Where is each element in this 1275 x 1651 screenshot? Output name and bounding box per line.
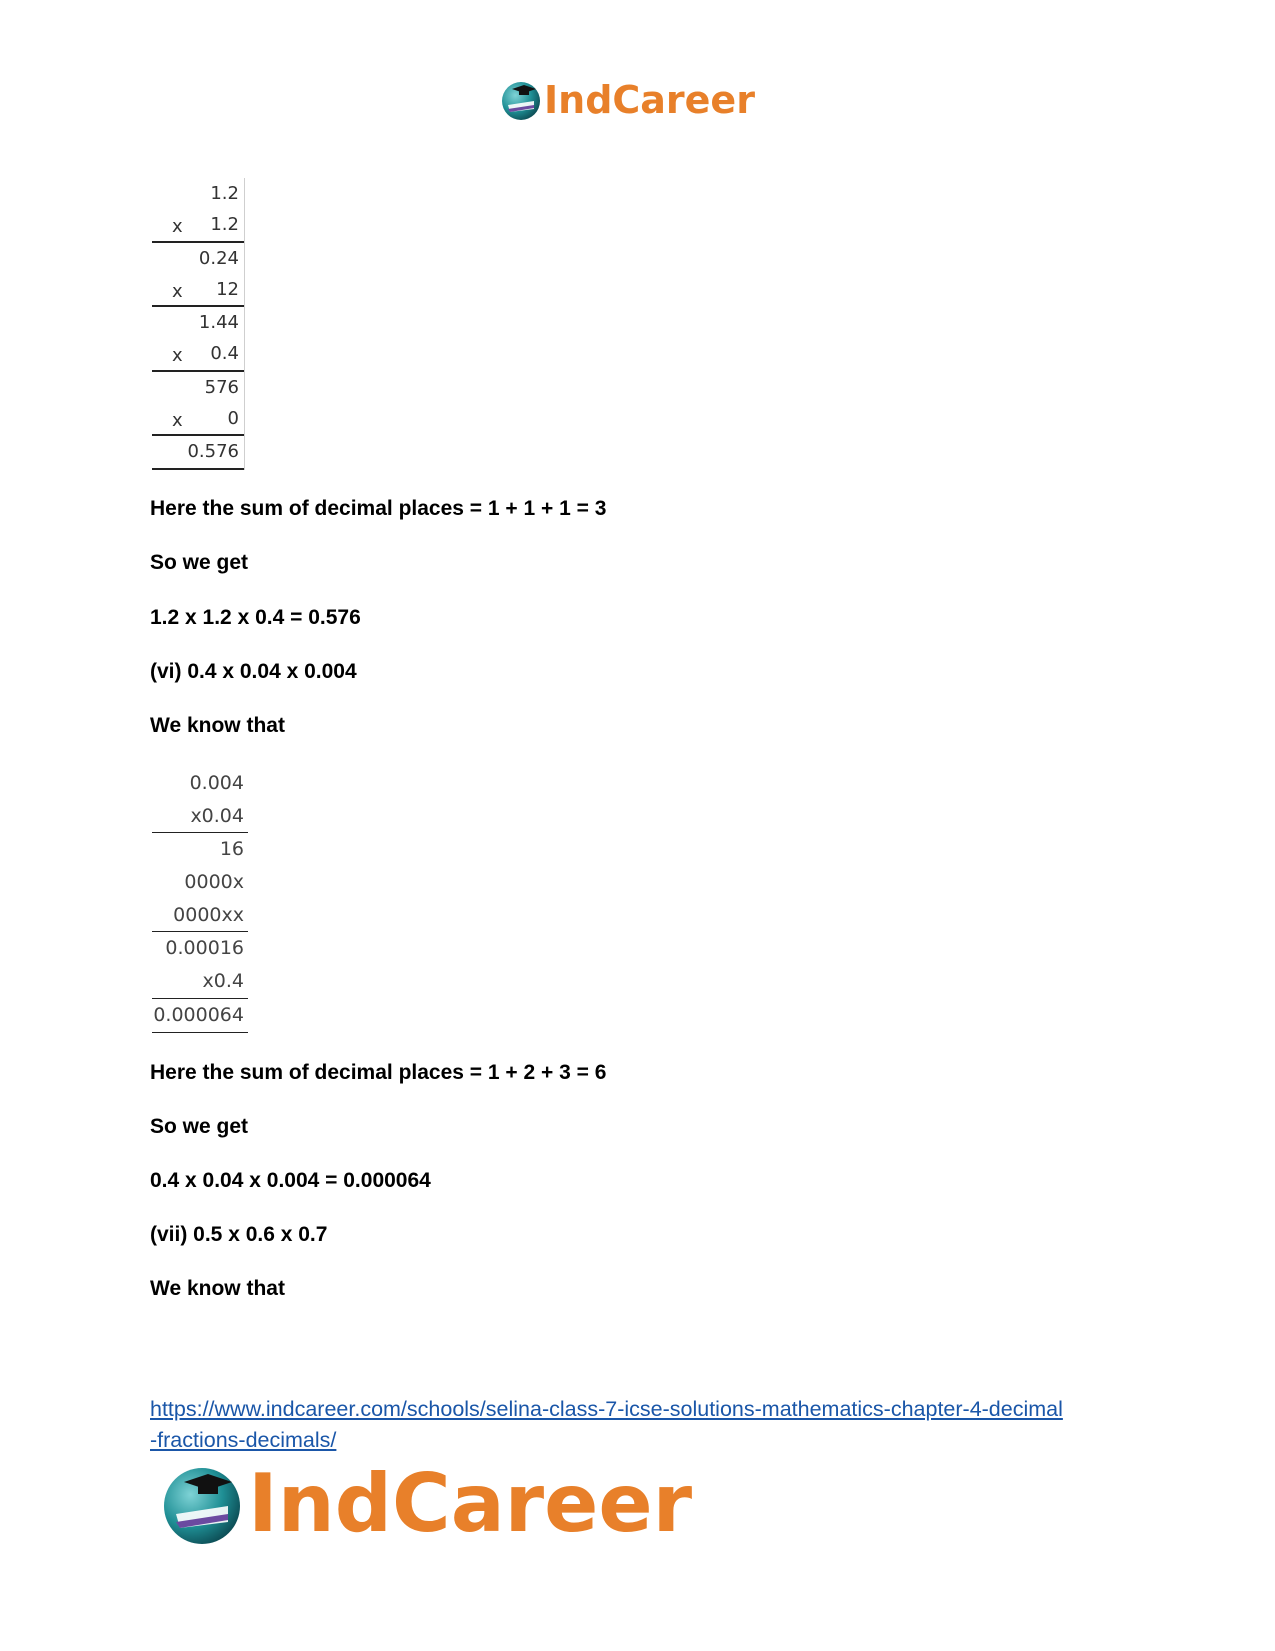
header-logo (500, 78, 755, 122)
globe-logo-icon (160, 1462, 244, 1546)
calc-row: x 12 (152, 274, 244, 307)
question-vi: (vi) 0.4 x 0.04 x 0.004 (150, 660, 357, 683)
source-link[interactable] (150, 1394, 1150, 1456)
calc-row: x0.4 (152, 965, 248, 999)
footer-logo (160, 1457, 693, 1550)
calc-row: x0.04 (152, 800, 248, 834)
calc-row: 1.44 (198, 312, 239, 334)
calc-row: 0.004 (189, 772, 244, 794)
result-1: 1.2 x 1.2 x 0.4 = 0.576 (150, 606, 361, 629)
result-2: 0.4 x 0.04 x 0.004 = 0.000064 (150, 1169, 431, 1192)
question-vii: (vii) 0.5 x 0.6 x 0.7 (150, 1223, 328, 1246)
calc-row: x 0.4 (152, 338, 244, 371)
calc-row: x 0 (152, 403, 244, 436)
calc-row: 0.00016 (165, 937, 244, 960)
calc-row: 0.000064 (152, 999, 248, 1033)
so-we-get-2: So we get (150, 1115, 249, 1138)
we-know-that-2: We know that (150, 1277, 285, 1300)
source-link-line-1[interactable]: https://www.indcareer.com/schools/selina-class-7-icse-solutions-mathematics-chapter-4-decimal (150, 1397, 1063, 1421)
decimal-places-sum-1: Here the sum of decimal places = 1 + 1 + 1 = 3 (150, 497, 607, 520)
brand-name: IndCareer (248, 1457, 693, 1550)
calc-row: 0.24 (198, 247, 239, 269)
calc-row: 0000xx (152, 899, 248, 933)
decimal-places-sum-2: Here the sum of decimal places = 1 + 2 + 3 = 6 (150, 1061, 607, 1084)
calc-row: 0000x (184, 871, 244, 894)
multiplication-work-2 (152, 767, 248, 1033)
calc-row: 576 (204, 376, 239, 398)
calc-row: x 1.2 (152, 209, 244, 242)
multiplication-work-1 (152, 178, 245, 470)
calc-row: 1.2 (210, 183, 239, 204)
so-we-get-1: So we get (150, 551, 249, 574)
globe-logo-icon (500, 79, 542, 121)
we-know-that-1: We know that (150, 714, 285, 737)
brand-name: IndCareer (544, 78, 755, 122)
calc-row: 0.576 (152, 436, 244, 469)
source-link-line-2[interactable]: -fractions-decimals/ (150, 1428, 337, 1452)
calc-row: 16 (219, 838, 244, 861)
